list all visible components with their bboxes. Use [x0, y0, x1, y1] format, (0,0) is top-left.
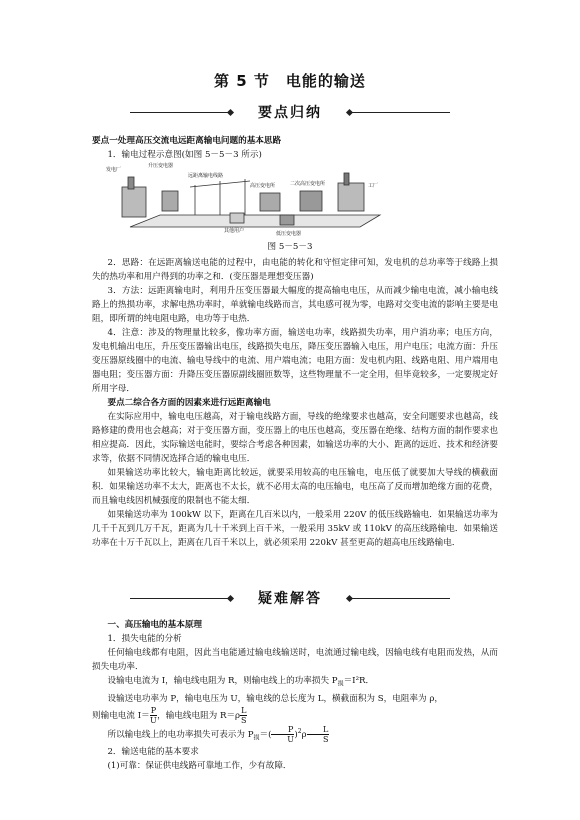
- item-4: 4．注意：涉及的物理量比较多，像功率方面，输送电功率，线路损失功率，用户消功率；电压方向，发电机输出电压，升压变压器输出电压，线路损失电压，降压变压器输入电压，用户电压；电流方面：升压变压器原线圈中的电流、输电导线中的电流、用户端电流；电阻方面：发电机内阻、线路电阻、用户端用电器电阻；变压器方面：升降压变压器原副线圈匝数等，这些物理量不一定全用，但毕竟较多，一定要规定好所用字母．: [92, 328, 498, 394]
- label-lv-substation: 低压变电器: [276, 231, 302, 237]
- fraction-p-over-u: [271, 725, 294, 744]
- point2-para-3: 如果输送功率为 100kW 以下，距离在几百米以内，一般采用 220V 的低压线路输电．如果输送功率为几千千瓦到几万千瓦，距离为几十千米到上百千米，一般采用 35kV 或 110kV 的高压线路输电．如果输送功率在十万千瓦以上，距离在几百千米以上，就必须采用 220kV 甚至更高的超高电压线路输电．: [92, 510, 499, 548]
- s2-para-2-text: 设输电电流为 I，输电线电阻为 R，则输电线上的功率损失 P: [107, 676, 338, 686]
- s2-item-2-1: (1)可靠：保证供电线路可靠地工作，少有故障．: [107, 761, 292, 772]
- banner-rule-right: [350, 598, 450, 599]
- label-power-plant: 发电厂: [106, 167, 122, 173]
- rho-symbol: ρ: [301, 729, 307, 740]
- numerator: L: [241, 705, 247, 715]
- s2-item-1: 1．损失电能的分析: [107, 634, 182, 644]
- section2-body: [92, 618, 498, 773]
- fraction-l-over-s: [307, 725, 330, 744]
- label-hv-substation: 高压变电所: [250, 183, 276, 189]
- label-factory: 工厂: [368, 183, 379, 189]
- s2-para-4-text: 则输电电流 I＝: [92, 710, 150, 721]
- numerator: P: [271, 725, 294, 735]
- banner-title: 疑难解答: [258, 591, 322, 607]
- point1-heading: 要点一处理高压交流电远距离输电问题的基本思路: [92, 136, 282, 146]
- point1-body: [92, 256, 498, 550]
- label-secondary-substation: 二次高压变电所: [290, 181, 326, 187]
- s2-para-2: [92, 674, 498, 692]
- banner-rule-right: [350, 112, 450, 113]
- banner-title: 要点归纳: [258, 105, 322, 121]
- section-banner-key-points: [130, 102, 450, 122]
- numerator: P: [150, 705, 157, 715]
- s2-para-3: 设输送电功率为 P，输电电压为 U，输电线的总长度为 L，横截面积为 S，电阻率为 ρ，: [107, 693, 443, 704]
- s2-para-4-mid: ，输电线电阻为 R＝ρ: [157, 710, 241, 721]
- s2-para-5: 所以输电线上的电功率损失可表示为 $P_损=$( $\frac{P}{U}$ )$^2$ρ $\frac{L}{S}$: [107, 724, 329, 744]
- numerator: L: [307, 725, 330, 735]
- denominator: S: [322, 734, 329, 744]
- s2-item-2: 2．输送电能的基本要求: [107, 747, 199, 758]
- s2-para-5-eq: ＝: [259, 729, 269, 740]
- label-step-up: 升压变电器: [148, 163, 174, 169]
- fraction-p-over-u: [150, 706, 157, 725]
- fraction-l-over-s: [240, 706, 247, 725]
- s2-para-5-text: 所以输电线上的电功率损失可表示为 P: [107, 729, 254, 740]
- point2-heading: 要点二综合各方面的因素来进行远距离输电: [107, 398, 271, 408]
- s2-para-4: [92, 706, 498, 725]
- page-title: 第 5 节 电能的输送: [214, 72, 366, 90]
- power-transmission-diagram: [100, 157, 400, 239]
- s2-heading: 一、高压输电的基本原理: [107, 620, 203, 630]
- label-other-users: 其他用户: [224, 228, 245, 234]
- denominator: U: [150, 715, 157, 725]
- s2-para-1: 任何输电线都有电阻，因此当电能通过输电线输送时，电流通过输电线，因输电线有电阻而发热，从而损失电功率．: [92, 648, 498, 672]
- label-long-line: 远距离输电线路: [188, 173, 224, 179]
- loss-subscript: 损: [337, 680, 344, 688]
- square-exponent: 2: [297, 727, 302, 735]
- section-banner-difficulties: [130, 588, 450, 608]
- item-3: 3．方法：远距离输电时，利用升压变压器最大幅度的提高输电电压，从而减少输电电流，减小输电线路上的热损功率，求解电热功率时，单就输电线路而言，其电感可视为零，电路对交变电流的影响主要是电阻，即所谓的纯电阻电路，电功等于电热．: [92, 286, 498, 324]
- denominator: U: [287, 734, 294, 744]
- point2-para-1: 在实际应用中，输电电压越高，对于输电线路方面，导线的绝缘要求也越高，安全问题要求也越高，线路修建的费用也会越高；对于变压器方面，变压器上的电压也越高，变压器在绝缘、结构方面的制作要求也相应提高．因此，实际输送电能时，要综合考虑各种因素，如输送功率的大小、距离的远近、技术和经济要求等，依据不同情况选择合适的输电电压．: [92, 412, 498, 464]
- figure-caption: 图 5－5－3: [267, 242, 313, 252]
- s2-para-2-tail: ＝I²R．: [343, 676, 375, 686]
- item-2: 2．思路：在远距离输送电能的过程中，由电能的转化和守恒定律可知，发电机的总功率等于线路上损失的热功率和用户得到的功率之和．(变压器是理想变压器): [92, 258, 498, 282]
- item-1: 1．输电过程示意图(如图 5－5－3 所示): [107, 150, 262, 160]
- point2-para-2: 如果输送功率比较大，输电距离比较远，就要采用较高的电压输电，电压低了就要加大导线的横截面积．如果输送功率不太大，距离也不太长，就不必用太高的电压输电，电压高了反而增加绝缘方面的花费，而且输电线因机械强度的限制也不能太细．: [92, 468, 498, 506]
- loss-subscript: 损: [253, 734, 260, 742]
- denominator: S: [241, 715, 247, 725]
